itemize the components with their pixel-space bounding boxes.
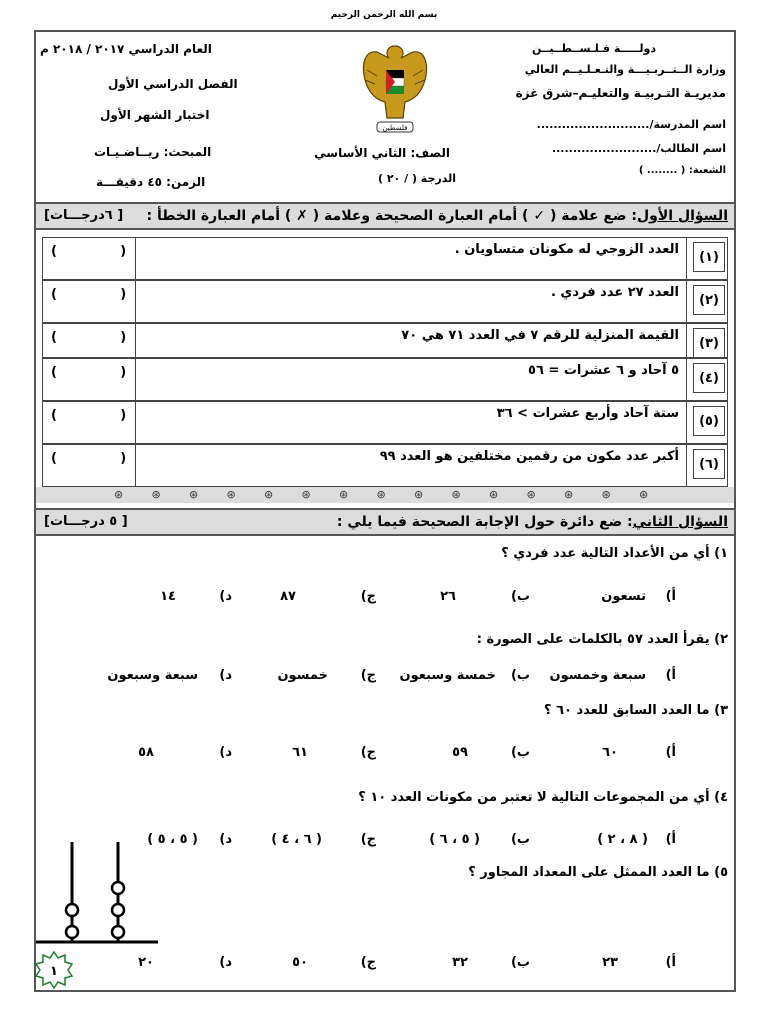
statement-text: القيمة المنزلية للرقم ٧ في العدد ٧١ هي ٧٠ xyxy=(401,328,679,343)
item-number: (١) xyxy=(693,242,725,272)
question-2-instruction: : ضع دائرة حول الإجابة الصحيحة فيما يلي : xyxy=(336,514,633,530)
answer-blank[interactable]: ( ) xyxy=(51,244,127,259)
option-letter: أ) xyxy=(665,589,676,604)
question-text: ٤) أي من المجموعات التالية لا تعتبر من مكونات العدد ١٠ ؟ xyxy=(358,790,728,805)
question-text: ٣) ما العدد السابق للعدد ٦٠ ؟ xyxy=(543,703,728,718)
answer-option[interactable]: ٥٠ xyxy=(292,955,308,970)
question-text: ١) أي من الأعداد التالية عدد فردي ؟ xyxy=(501,546,728,561)
star-ornament: ⊛ xyxy=(376,488,386,501)
basmala: بسم الله الرحمن الرحيم xyxy=(330,10,438,20)
star-ornament: ⊛ xyxy=(639,488,649,501)
option-letter: أ) xyxy=(665,668,676,683)
state-name: دولـــــة فـلـســطــيــن xyxy=(532,42,656,55)
semester: الفصل الدراسي الأول xyxy=(108,77,238,91)
row-divider xyxy=(686,324,687,357)
row-divider xyxy=(686,402,687,443)
star-ornament: ⊛ xyxy=(264,488,274,501)
true-false-row xyxy=(42,358,728,401)
question-1-instruction: : ضع علامة ( ✓ ) أمام العبارة الصحيحة وعلامة ( ✗ ) أمام العبارة الخطأ : xyxy=(146,208,638,224)
answer-option[interactable]: ٢٠ xyxy=(138,955,154,970)
row-divider xyxy=(686,359,687,400)
option-letter: ج) xyxy=(360,832,376,847)
star-ornament: ⊛ xyxy=(189,488,199,501)
answer-option[interactable]: سبعة وخمسون xyxy=(549,668,646,683)
abacus-bead xyxy=(112,926,124,938)
answer-option[interactable]: سبعة وسبعون xyxy=(107,668,198,683)
question-1-title xyxy=(147,208,728,224)
grade-label: الصف: الثاني الأساسي xyxy=(314,146,450,160)
star-ornament: ⊛ xyxy=(489,488,499,501)
directorate-name: مديريـة التـربيـة والتعليـم–شرق غزة xyxy=(515,86,726,100)
statement-text: ٥ آحاد و ٦ عشرات = ٥٦ xyxy=(528,363,679,378)
row-divider xyxy=(686,238,687,279)
option-letter: د) xyxy=(219,668,232,683)
answer-blank[interactable]: ( ) xyxy=(51,408,127,423)
answer-blank[interactable]: ( ) xyxy=(51,330,127,345)
answer-option[interactable]: ( ٨ ، ٢ ) xyxy=(597,832,648,847)
abacus-bead xyxy=(66,926,78,938)
star-ornament: ⊛ xyxy=(301,488,311,501)
statement-text: العدد ٢٧ عدد فردي . xyxy=(550,285,679,300)
question-1-marks: [ ٦درجـــات] xyxy=(44,208,124,223)
question-1-label: السؤال الأول xyxy=(637,208,728,224)
true-false-row xyxy=(42,280,728,323)
exam-duration: الزمن: ٤٥ دقيقـــة xyxy=(96,175,206,189)
option-letter: د) xyxy=(219,832,232,847)
abacus-bead xyxy=(112,882,124,894)
option-letter: ب) xyxy=(510,955,530,970)
ministry-name: وزارة الــتــربـيـــة والتـعـلـيــم العالي xyxy=(524,63,726,76)
answer-option[interactable]: ٨٧ xyxy=(280,589,296,604)
section-field: الشعبة: ( ........ ) xyxy=(638,165,726,176)
abacus-bead xyxy=(66,904,78,916)
star-ornament: ⊛ xyxy=(226,488,236,501)
answer-option[interactable]: ٥٨ xyxy=(138,745,154,760)
row-divider xyxy=(135,324,136,357)
question-text: ٥) ما العدد الممثل على المعداد المجاور ؟ xyxy=(468,865,728,880)
star-ornament: ⊛ xyxy=(451,488,461,501)
academic-year: العام الدراسي ٢٠١٧ / ٢٠١٨ م xyxy=(40,42,212,56)
option-letter: ب) xyxy=(510,589,530,604)
question-2-title xyxy=(337,514,728,530)
row-divider xyxy=(686,445,687,486)
row-divider xyxy=(135,238,136,279)
answer-option[interactable]: ٥٩ xyxy=(452,745,468,760)
answer-option[interactable]: ( ٦ ، ٤ ) xyxy=(271,832,322,847)
star-ornament: ⊛ xyxy=(414,488,424,501)
item-number: (٤) xyxy=(693,363,725,393)
true-false-row xyxy=(42,323,728,358)
answer-option[interactable]: ١٤ xyxy=(160,589,176,604)
row-divider xyxy=(135,402,136,443)
question-1-bar xyxy=(36,202,734,230)
exam-name: اختبار الشهر الأول xyxy=(100,108,210,122)
statement-text: ستة آحاد وأربع عشرات > ٣٦ xyxy=(496,406,679,421)
answer-blank[interactable]: ( ) xyxy=(51,365,127,380)
score-box: الدرجة ( / ٢٠ ) xyxy=(377,172,456,185)
option-letter: ج) xyxy=(360,745,376,760)
statement-text: أكبر عدد مكون من رقمين مختلفين هو العدد ٩٩ xyxy=(379,449,679,464)
answer-blank[interactable]: ( ) xyxy=(51,451,127,466)
option-letter: ج) xyxy=(360,589,376,604)
answer-option[interactable]: ٦١ xyxy=(292,745,308,760)
answer-option[interactable]: ( ٥ ، ٥ ) xyxy=(147,832,198,847)
item-number: (٥) xyxy=(693,406,725,436)
stars-divider xyxy=(36,487,734,503)
answer-option[interactable]: ٢٦ xyxy=(440,589,456,604)
row-divider xyxy=(135,281,136,322)
question-2-bar xyxy=(36,508,734,536)
star-ornament: ⊛ xyxy=(151,488,161,501)
question-text: ٢) يقرأ العدد ٥٧ بالكلمات على الصورة : xyxy=(476,632,728,647)
item-number: (٦) xyxy=(693,449,725,479)
option-letter: د) xyxy=(219,589,232,604)
option-letter: أ) xyxy=(665,955,676,970)
answer-blank[interactable]: ( ) xyxy=(51,287,127,302)
answer-option[interactable]: ( ٥ ، ٦ ) xyxy=(429,832,480,847)
true-false-row xyxy=(42,444,728,487)
option-letter: ب) xyxy=(510,832,530,847)
star-ornament: ⊛ xyxy=(601,488,611,501)
item-number: (٢) xyxy=(693,285,725,315)
answer-option[interactable]: تسعون xyxy=(601,589,646,604)
row-divider xyxy=(686,281,687,322)
subject: المبحث: ريــاضـيـات xyxy=(94,145,212,159)
page-number: ١ xyxy=(50,964,58,979)
question-2-marks: [ ٥ درجـــات] xyxy=(44,514,128,529)
option-letter: ج) xyxy=(360,668,376,683)
star-ornament: ⊛ xyxy=(564,488,574,501)
option-letter: أ) xyxy=(665,832,676,847)
star-ornament: ⊛ xyxy=(114,488,124,501)
answer-option[interactable]: ٣٢ xyxy=(452,955,468,970)
option-letter: ب) xyxy=(510,668,530,683)
page-number-badge xyxy=(34,950,74,990)
true-false-row xyxy=(42,237,728,280)
star-ornament: ⊛ xyxy=(339,488,349,501)
school-name-field: اسم المدرسة/........................... xyxy=(536,118,726,131)
question-2-label: السؤال الثاني xyxy=(632,514,728,530)
option-letter: د) xyxy=(219,745,232,760)
answer-option[interactable]: خمسة وسبعون xyxy=(399,668,496,683)
abacus-bead xyxy=(112,904,124,916)
answer-option[interactable]: ٦٠ xyxy=(602,745,618,760)
row-divider xyxy=(135,445,136,486)
option-letter: د) xyxy=(219,955,232,970)
true-false-row xyxy=(42,401,728,444)
item-number: (٣) xyxy=(693,328,725,358)
emblem-caption: فلسطين xyxy=(382,124,408,132)
student-name-field: اسم الطالب/......................... xyxy=(551,142,726,155)
row-divider xyxy=(135,359,136,400)
option-letter: ج) xyxy=(360,955,376,970)
option-letter: أ) xyxy=(665,745,676,760)
star-ornament: ⊛ xyxy=(526,488,536,501)
statement-text: العدد الزوجي له مكونان متساويان . xyxy=(454,242,679,257)
palestine-emblem xyxy=(357,40,433,136)
answer-option[interactable]: خمسون xyxy=(277,668,328,683)
answer-option[interactable]: ٢٣ xyxy=(602,955,618,970)
abacus-figure xyxy=(34,838,160,948)
option-letter: ب) xyxy=(510,745,530,760)
